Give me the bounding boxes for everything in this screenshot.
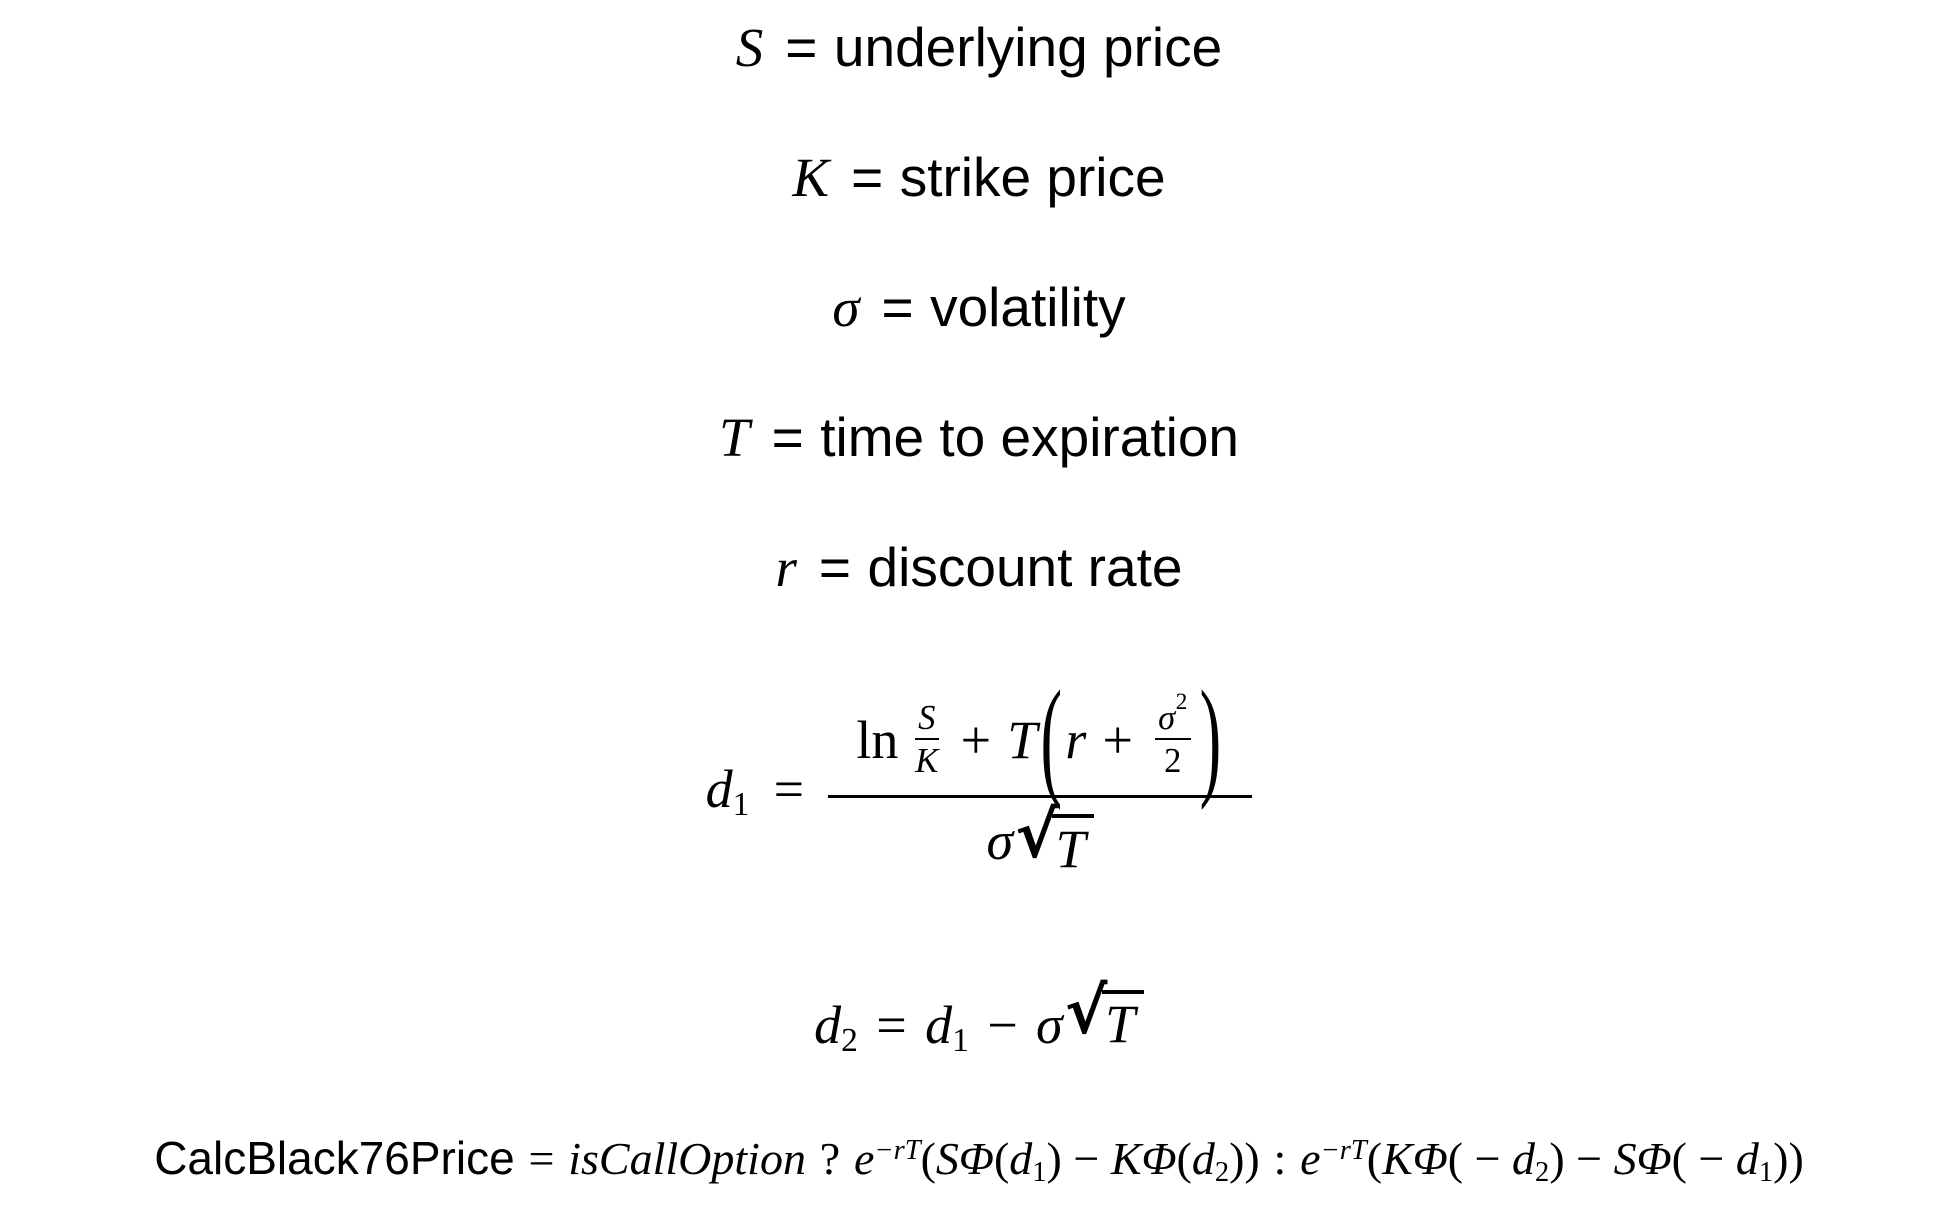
- math-segment: d: [1191, 1133, 1215, 1184]
- radicand-T: T: [1102, 990, 1144, 1051]
- math-segment: e: [853, 1133, 875, 1184]
- d1-fraction: [828, 665, 1252, 879]
- d2-symbol: d: [814, 995, 842, 1055]
- minus-sign: −: [987, 995, 1018, 1055]
- equals-sign: =: [818, 535, 852, 598]
- d1-numerator: [828, 665, 1252, 813]
- denominator-K: K: [915, 742, 939, 781]
- d1-symbol: d: [705, 759, 733, 820]
- math-segment: 1: [1758, 1157, 1774, 1189]
- d2-lhs: [814, 990, 858, 1060]
- sigma-symbol: σ: [1158, 699, 1176, 737]
- d2-rhs-d1: [925, 990, 969, 1060]
- equals-sign: =: [851, 145, 884, 208]
- rate-r: r: [1065, 709, 1087, 770]
- math-segment: (: [993, 1133, 1010, 1184]
- math-segment: CalcBlack76Price: [154, 1132, 515, 1184]
- definition-label: time to expiration: [820, 405, 1240, 468]
- symbol-sigma: σ: [832, 276, 860, 338]
- equals-sign: =: [771, 405, 804, 468]
- math-segment: (: [1366, 1133, 1383, 1184]
- sigma-squared-over-2-fraction: [1155, 689, 1191, 781]
- math-segment: )): [1229, 1133, 1260, 1184]
- equals-sign: =: [881, 275, 914, 338]
- math-segment: isCallOption: [568, 1133, 806, 1184]
- sigma-symbol: σ: [1036, 995, 1063, 1055]
- math-segment: SΦ: [935, 1133, 994, 1184]
- ln-operator: ln: [856, 709, 899, 770]
- math-segment: d: [1009, 1133, 1033, 1184]
- equals-sign: =: [785, 15, 818, 78]
- square-root: [1064, 975, 1144, 1055]
- math-segment: ( −: [1671, 1133, 1736, 1184]
- math-segment: −rT: [874, 1135, 921, 1167]
- math-segment: 2: [1535, 1157, 1550, 1189]
- d2-subscript: 2: [841, 1022, 858, 1060]
- definition-label: volatility: [930, 275, 1126, 338]
- definition-discount-rate: [0, 534, 1958, 600]
- left-paren: (: [1040, 665, 1063, 813]
- math-segment: 1: [1032, 1157, 1047, 1189]
- math-segment: 2: [1214, 1157, 1230, 1189]
- math-segment: (: [920, 1133, 936, 1184]
- symbol-T: T: [718, 406, 750, 468]
- definition-label: strike price: [899, 145, 1166, 208]
- coefficient-T: T: [1007, 709, 1038, 770]
- math-segment: ) −: [1549, 1133, 1614, 1184]
- numerator-S: S: [918, 699, 936, 737]
- math-segment: d: [1735, 1133, 1759, 1184]
- radical-icon: √: [1015, 799, 1058, 874]
- d1-formula: [0, 665, 1958, 879]
- math-segment: =: [528, 1133, 555, 1184]
- denominator-two: 2: [1164, 742, 1182, 781]
- d1-subscript: 1: [952, 1022, 969, 1060]
- s-over-k-fraction: [915, 700, 939, 779]
- symbol-K: K: [792, 146, 830, 208]
- math-segment: )): [1773, 1133, 1804, 1184]
- equals-sign: =: [876, 995, 907, 1055]
- math-segment: e: [1300, 1133, 1321, 1184]
- radical-icon: √: [1064, 975, 1108, 1050]
- d1-denominator: [828, 795, 1252, 878]
- definition-volatility: [0, 274, 1958, 340]
- definition-time-to-expiration: [0, 404, 1958, 470]
- d1-symbol: d: [925, 995, 953, 1055]
- math-segment: :: [1273, 1133, 1287, 1184]
- math-segment: −rT: [1320, 1135, 1367, 1167]
- math-segment: (: [1176, 1133, 1192, 1184]
- math-segment: ?: [819, 1133, 841, 1184]
- right-paren: ): [1199, 665, 1222, 813]
- squared-exponent: 2: [1175, 689, 1188, 716]
- sigma-symbol: σ: [986, 811, 1014, 872]
- definition-label: discount rate: [867, 535, 1183, 598]
- definition-label: underlying price: [833, 15, 1223, 78]
- math-segment: ( −: [1447, 1133, 1513, 1184]
- plus-sign: +: [1102, 709, 1133, 770]
- square-root: [1015, 799, 1094, 879]
- math-segment: KΦ: [1382, 1133, 1448, 1184]
- plus-sign: +: [960, 709, 992, 770]
- definition-strike-price: [0, 144, 1958, 210]
- radicand-T: T: [1052, 814, 1094, 875]
- math-segment: SΦ: [1613, 1133, 1672, 1184]
- definition-underlying-price: [0, 14, 1958, 80]
- black76-price-formula: [0, 1124, 1958, 1193]
- equals-sign: =: [773, 759, 805, 820]
- d1-subscript: 1: [732, 786, 750, 824]
- symbol-S: S: [735, 16, 764, 78]
- math-segment: ) −: [1046, 1133, 1111, 1184]
- math-segment: d: [1512, 1133, 1536, 1184]
- d1-lhs: [705, 759, 750, 824]
- d2-formula: [0, 975, 1958, 1060]
- math-segment: KΦ: [1110, 1133, 1177, 1184]
- symbol-r: r: [775, 536, 797, 598]
